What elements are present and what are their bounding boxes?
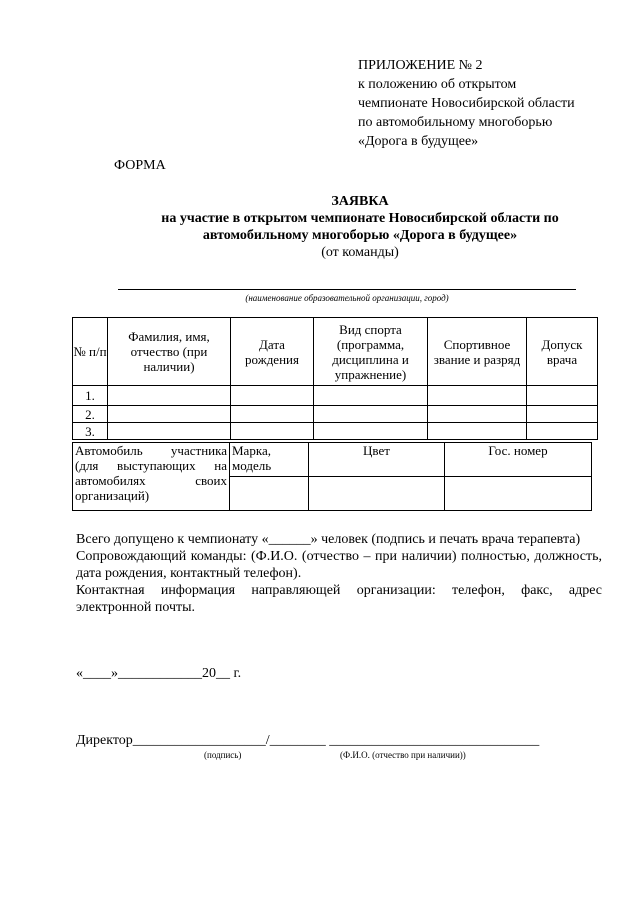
- car-color-header: Цвет: [309, 443, 445, 477]
- car-label: Автомобиль участника (для выступающих на автомобилях своих организаций): [73, 443, 230, 511]
- table-cell: [231, 406, 314, 423]
- table-cell: [314, 386, 428, 406]
- participants-table: [72, 317, 598, 440]
- signature-caption: (подпись): [204, 750, 242, 760]
- header-doctor: Допуск врача: [527, 318, 598, 386]
- table-cell: [314, 406, 428, 423]
- appendix-line-5: «Дорога в будущее»: [358, 134, 479, 149]
- table-cell: [428, 406, 527, 423]
- table-header-row: [73, 318, 598, 386]
- form-label: ФОРМА: [114, 158, 166, 173]
- contact-info-text: Контактная информация направляющей организации: телефон, факс, адрес электронной почты.: [76, 583, 602, 615]
- title-line-2: автомобильному многоборью «Дорога в будущее»: [202, 228, 518, 243]
- table-cell: [527, 406, 598, 423]
- table-cell: [231, 386, 314, 406]
- header-sport: Вид спорта (программа, дисциплина и упражнение): [314, 318, 428, 386]
- title-line-3: (от команды): [321, 245, 399, 260]
- table-cell: [231, 423, 314, 440]
- row-number: 2.: [73, 406, 108, 423]
- table-row: [73, 406, 598, 423]
- appendix-line-1: ПРИЛОЖЕНИЕ № 2: [358, 58, 483, 73]
- org-name-line: [118, 289, 576, 290]
- team-escort-text: Сопровождающий команды: (Ф.И.О. (отчество – при наличии) полностью, должность, дата рождения, контактный телефон).: [76, 549, 602, 581]
- table-cell: [309, 477, 445, 511]
- table-row: [73, 423, 598, 440]
- table-cell: [428, 386, 527, 406]
- appendix-line-4: по автомобильному многоборью: [358, 115, 553, 130]
- appendix-block: [358, 56, 618, 151]
- car-table: [72, 442, 592, 511]
- header-number: № п/п: [73, 318, 108, 386]
- car-plate-header: Гос. номер: [445, 443, 592, 477]
- header-fullname: Фамилия, имя, отчество (при наличии): [108, 318, 231, 386]
- table-cell: [314, 423, 428, 440]
- appendix-line-3: чемпионате Новосибирской области: [358, 96, 575, 111]
- admitted-count-text: Всего допущено к чемпионату «______» человек (подпись и печать врача терапевта): [76, 532, 581, 547]
- date-line: «____»____________20__ г.: [76, 666, 242, 681]
- org-name-caption: (наименование образовательной организации, город): [245, 293, 449, 303]
- appendix-line-2: к положению об открытом: [358, 77, 517, 92]
- table-row: [73, 386, 598, 406]
- table-cell: [445, 477, 592, 511]
- document-title: [100, 193, 620, 261]
- car-brand-header: Марка, модель: [230, 443, 309, 477]
- table-cell: [108, 423, 231, 440]
- title-heading: ЗАЯВКА: [331, 194, 389, 209]
- row-number: 1.: [73, 386, 108, 406]
- table-cell: [527, 386, 598, 406]
- fio-caption: (Ф.И.О. (отчество при наличии)): [340, 750, 466, 760]
- title-line-1: на участие в открытом чемпионате Новосибирской области по: [161, 211, 559, 226]
- table-cell: [108, 406, 231, 423]
- header-rank: Спортивное звание и разряд: [428, 318, 527, 386]
- car-table-row: [73, 443, 592, 477]
- table-cell: [230, 477, 309, 511]
- table-cell: [428, 423, 527, 440]
- table-cell: [108, 386, 231, 406]
- director-signature-line: Директор___________________/________ ______________________________: [76, 733, 540, 748]
- header-birthdate: Дата рождения: [231, 318, 314, 386]
- info-paragraphs: [76, 531, 602, 616]
- table-cell: [527, 423, 598, 440]
- row-number: 3.: [73, 423, 108, 440]
